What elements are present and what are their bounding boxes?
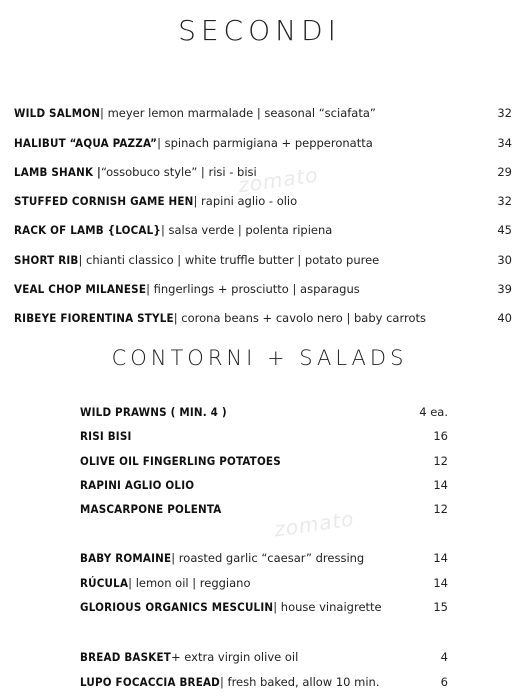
side-item — [80, 405, 448, 419]
item-description: “ossobuco style” | risi - bisi — [100, 165, 257, 179]
item-price: 6 — [440, 675, 448, 689]
item-name: HALIBUT “AQUA PAZZA” — [14, 136, 158, 150]
item-price: 16 — [433, 429, 448, 443]
menu-item — [14, 223, 512, 237]
item-price: 45 — [497, 223, 512, 237]
item-price: 32 — [497, 106, 512, 120]
section-title-secondi: SECONDI — [178, 14, 341, 47]
item-description: | fresh baked, allow 10 min. — [219, 675, 380, 689]
item-name: LAMB SHANK | — [14, 165, 101, 179]
menu-item — [14, 253, 512, 267]
item-price: 14 — [433, 576, 448, 590]
salad-item — [80, 551, 448, 565]
bread-item — [80, 675, 448, 689]
item-name: MASCARPONE POLENTA — [80, 502, 222, 516]
item-name: VEAL CHOP MILANESE — [14, 282, 147, 296]
item-name: SHORT RIB — [14, 253, 79, 267]
side-item — [80, 429, 448, 443]
section-title-contorni: CONTORNI + SALADS — [111, 346, 408, 370]
menu-item — [14, 136, 512, 150]
item-name: BREAD BASKET — [80, 650, 172, 664]
item-name: LUPO FOCACCIA BREAD — [80, 675, 220, 689]
item-name: RISI BISI — [80, 429, 132, 443]
item-description: | house vinaigrette — [273, 600, 382, 614]
item-name: RACK OF LAMB {LOCAL} — [14, 223, 161, 237]
item-price: 40 — [497, 311, 512, 325]
item-description: | corona beans + cavolo nero | baby carrots — [173, 311, 426, 325]
item-name: BABY ROMAINE — [80, 551, 172, 565]
item-name: GLORIOUS ORGANICS MESCULIN — [80, 600, 274, 614]
item-price: 4 — [440, 650, 448, 664]
item-name: STUFFED CORNISH GAME HEN — [14, 194, 194, 208]
salad-item — [80, 576, 448, 590]
zomato-watermark: zomato — [272, 506, 356, 542]
item-description: | roasted garlic “caesar” dressing — [171, 551, 365, 565]
menu-item — [14, 311, 512, 325]
item-description: | spinach parmigiana + pepperonatta — [157, 136, 373, 150]
item-name: WILD PRAWNS ( MIN. 4 ) — [80, 405, 227, 419]
item-description: | chianti classico | white truffle butter | potato puree — [78, 253, 380, 267]
item-description: | salsa verde | polenta ripiena — [160, 223, 333, 237]
item-price: 30 — [497, 253, 512, 267]
item-price: 4 ea. — [419, 405, 448, 419]
item-name: RAPINI AGLIO OLIO — [80, 478, 195, 492]
menu-item — [14, 194, 512, 208]
item-description: + extra virgin olive oil — [171, 650, 299, 664]
item-price: 14 — [433, 478, 448, 492]
menu-item — [14, 106, 512, 120]
item-description: | fingerlings + prosciutto | asparagus — [146, 282, 360, 296]
side-item — [80, 502, 448, 516]
zomato-watermark: zomato — [236, 162, 320, 198]
item-name: RÚCULA — [80, 576, 129, 590]
item-price: 14 — [433, 551, 448, 565]
item-name: OLIVE OIL FINGERLING POTATOES — [80, 454, 281, 468]
item-description: | rapini aglio - olio — [193, 194, 298, 208]
item-price: 15 — [433, 600, 448, 614]
salad-item — [80, 600, 448, 614]
item-description: | lemon oil | reggiano — [128, 576, 251, 590]
item-description: | meyer lemon marmalade | seasonal “sciafata” — [100, 106, 376, 120]
item-price: 12 — [433, 454, 448, 468]
item-price: 29 — [497, 165, 512, 179]
side-item — [80, 478, 448, 492]
bread-item — [80, 650, 448, 664]
item-price: 12 — [433, 502, 448, 516]
menu-item — [14, 282, 512, 296]
item-price: 32 — [497, 194, 512, 208]
item-price: 39 — [497, 282, 512, 296]
item-name: RIBEYE FIORENTINA STYLE — [14, 311, 174, 325]
item-name: WILD SALMON — [14, 106, 101, 120]
item-price: 34 — [497, 136, 512, 150]
side-item — [80, 454, 448, 468]
